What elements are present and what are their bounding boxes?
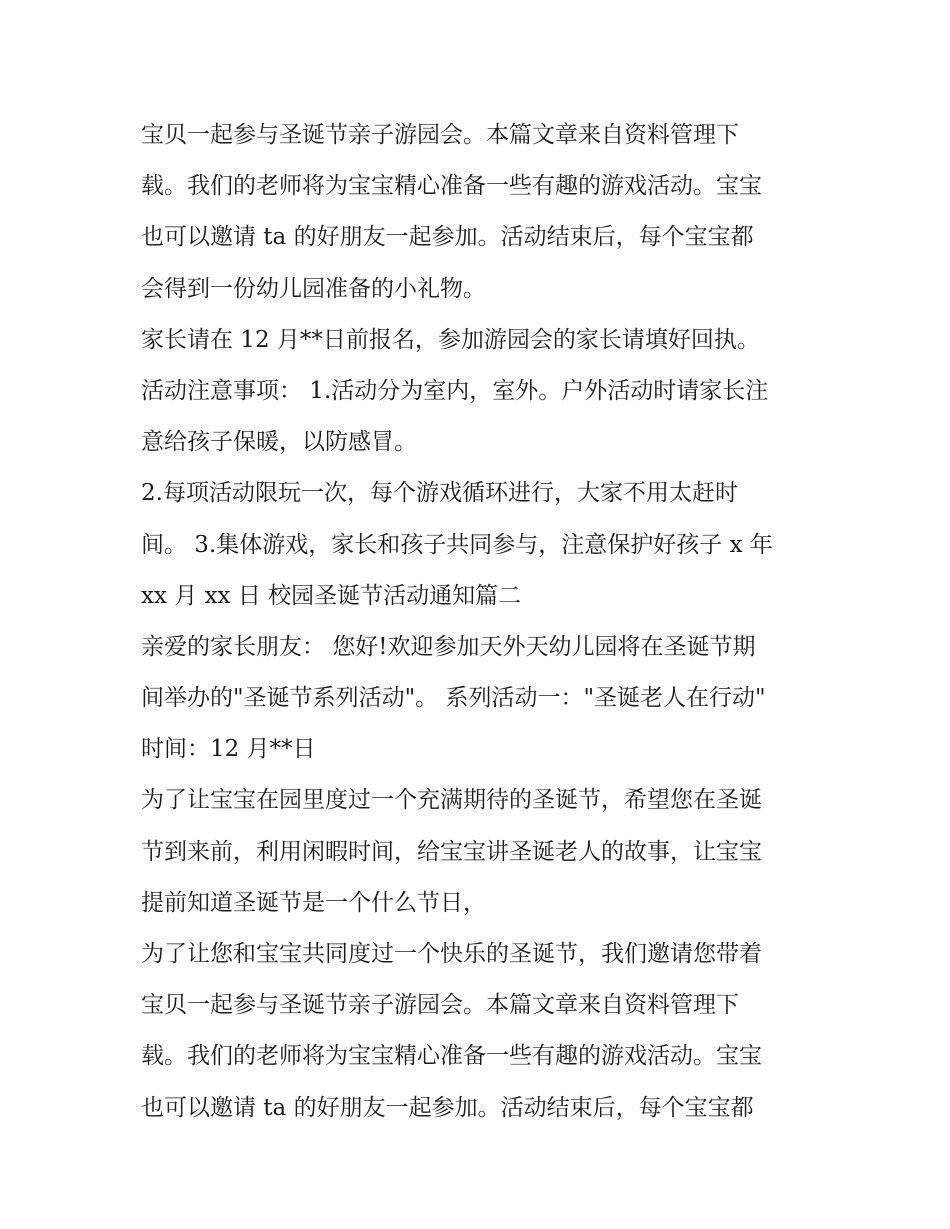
text-line: xx 月 xx 日 校园圣诞节活动通知篇二 — [141, 582, 522, 609]
text-line: 活动注意事项： 1.活动分为室内，室外。户外活动时请家长注 — [141, 377, 769, 404]
text-line: 宝贝一起参与圣诞节亲子游园会。本篇文章来自资料管理下 — [141, 122, 739, 148]
text-line: 时间：12 月**日 — [141, 736, 316, 763]
text-line: 提前知道圣诞节是一个什么节日， — [141, 889, 486, 916]
text-line: 载。我们的老师将为宝宝精心准备一些有趣的游戏活动。宝宝 — [141, 1043, 762, 1070]
text-line: 为了让宝宝在园里度过一个充满期待的圣诞节，希望您在圣诞 — [141, 787, 762, 814]
text-line: 载。我们的老师将为宝宝精心准备一些有趣的游戏活动。宝宝 — [141, 173, 762, 200]
text-line: 宝贝一起参与圣诞节亲子游园会。本篇文章来自资料管理下 — [141, 992, 739, 1019]
text-line: 也可以邀请 ta 的好朋友一起参加。活动结束后，每个宝宝都 — [141, 224, 754, 251]
text-line: 亲爱的家长朋友： 您好!欢迎参加天外天幼儿园将在圣诞节期 — [141, 633, 756, 660]
text-line: 间举办的"圣诞节系列活动"。 系列活动一："圣诞老人在行动" — [141, 685, 766, 712]
text-line: 为了让您和宝宝共同度过一个快乐的圣诞节，我们邀请您带着 — [141, 941, 762, 967]
text-line: 会得到一份幼儿园准备的小礼物。 — [141, 275, 486, 302]
text-line: 间。 3.集体游戏，家长和孩子共同参与，注意保护好孩子 x 年 — [141, 531, 773, 558]
text-line: 意给孩子保暖，以防感冒。 — [141, 429, 417, 456]
text-line: 节到来前，利用闲暇时间，给宝宝讲圣诞老人的故事，让宝宝 — [141, 838, 762, 865]
document-body — [141, 110, 831, 1134]
text-line: 也可以邀请 ta 的好朋友一起参加。活动结束后，每个宝宝都 — [141, 1094, 754, 1121]
text-line: 家长请在 12 月**日前报名，参加游园会的家长请填好回执。 — [141, 326, 760, 353]
text-line: 2.每项活动限玩一次，每个游戏循环进行，大家不用太赶时 — [141, 480, 738, 507]
